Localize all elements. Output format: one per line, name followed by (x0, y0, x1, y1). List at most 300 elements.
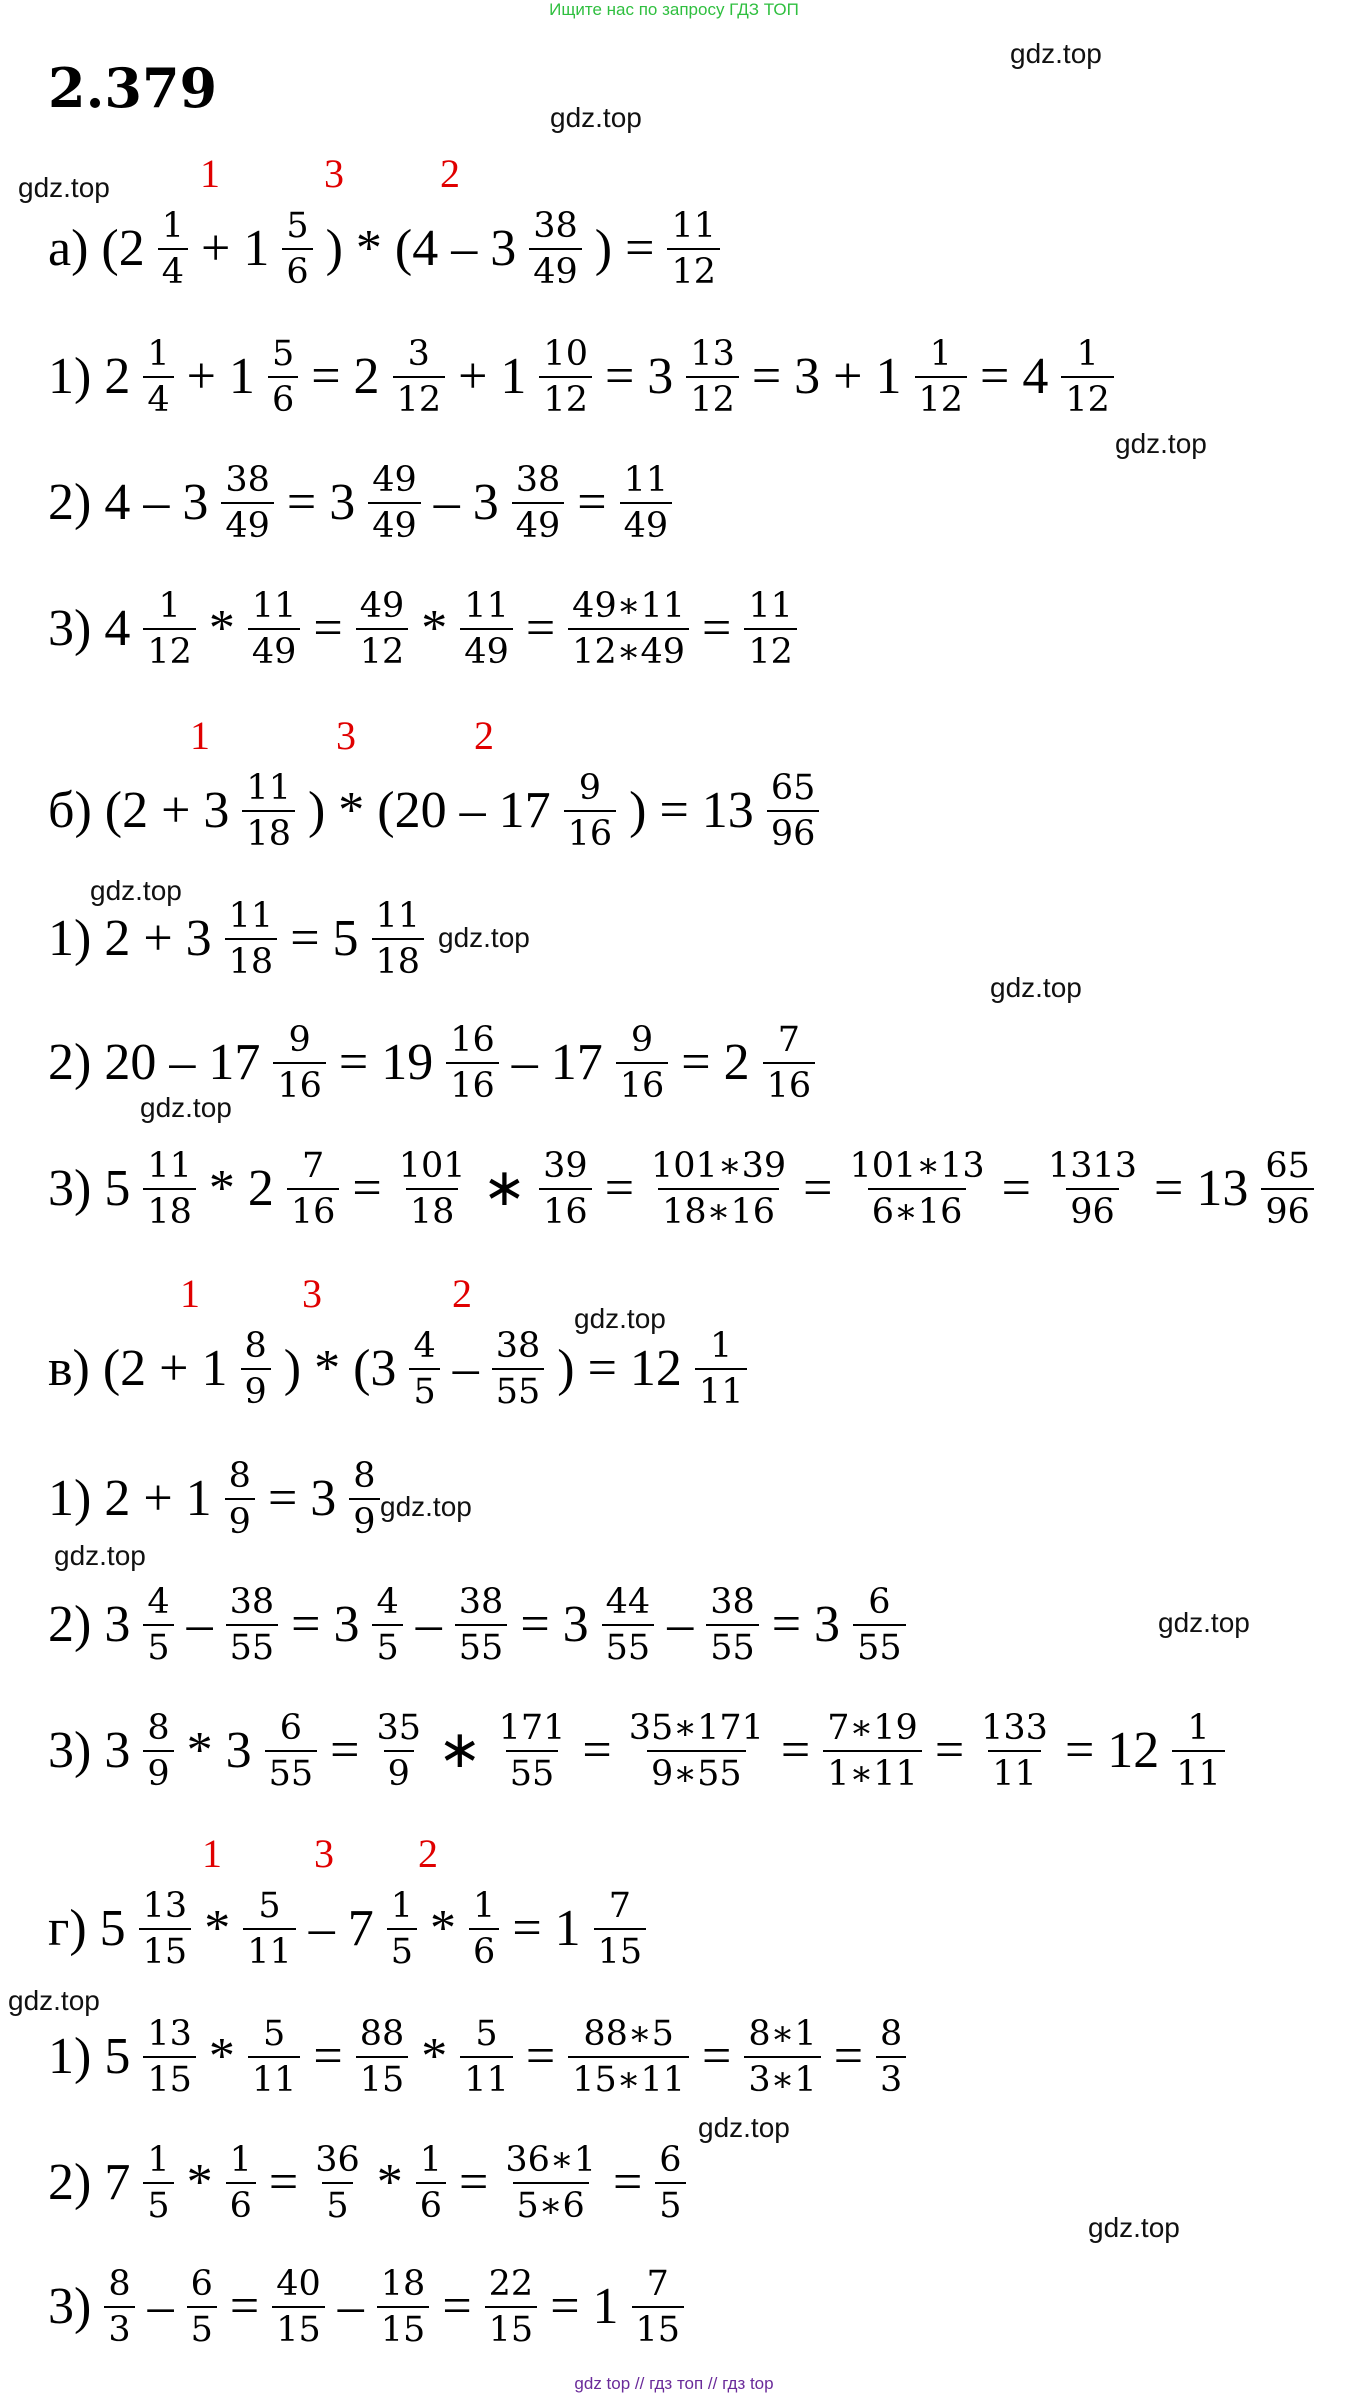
expression-text: = 3 (604, 348, 674, 406)
fraction-numerator: 36 (315, 2140, 360, 2180)
fraction-denominator: 16 (616, 1062, 669, 1106)
fraction (248, 2014, 301, 2101)
fraction-numerator: 88∗5 (583, 2014, 674, 2054)
expression-text: – (452, 1340, 479, 1398)
fraction (568, 586, 689, 673)
fraction (311, 2140, 364, 2227)
fraction-numerator: 8 (353, 1456, 376, 1496)
fraction-numerator: 7 (646, 2264, 669, 2304)
expression-text: = (612, 2154, 643, 2212)
fraction-denominator: 5 (143, 1624, 173, 1668)
fraction (1044, 1146, 1141, 1233)
expression-text: = (459, 2154, 489, 2212)
fraction (915, 334, 968, 421)
expression-text: * (204, 1900, 231, 1958)
order-mark-3: 3 (314, 1831, 334, 1876)
task-a-step-3 (48, 586, 800, 673)
fraction-numerator: 101∗13 (849, 1146, 985, 1186)
expression-text: * (208, 600, 235, 658)
expression-text: – (667, 1596, 694, 1654)
fraction (620, 460, 673, 547)
fraction-denominator: 11 (988, 1750, 1041, 1794)
fraction (143, 1708, 173, 1795)
task-g-step-2 (48, 2140, 689, 2227)
fraction-numerator: 38 (495, 1326, 541, 1366)
fraction-denominator: 15 (377, 2306, 430, 2350)
fraction-numerator: 36∗1 (505, 2140, 596, 2180)
expression-text: = 4 (980, 348, 1049, 406)
fraction-numerator: 11 (375, 896, 421, 936)
fraction-numerator: 11 (748, 586, 793, 626)
fraction-denominator: 16 (564, 810, 617, 854)
fraction-denominator: 12 (744, 628, 797, 672)
expression-text: 1) 2 + 3 (48, 910, 212, 968)
fraction (616, 1020, 669, 1107)
task-a-step-2 (48, 460, 675, 547)
fraction-numerator: 13 (142, 1886, 188, 1926)
fraction-denominator: 55 (706, 1624, 759, 1668)
fraction-denominator: 6 (226, 2182, 256, 2226)
fraction (485, 2264, 538, 2351)
fraction-numerator: 40 (276, 2264, 321, 2304)
fraction (356, 586, 409, 673)
fraction (501, 2140, 600, 2227)
fraction-numerator: 5 (475, 2014, 498, 2054)
fraction (221, 460, 274, 547)
fraction-denominator: 11 (1172, 1750, 1225, 1794)
expression-text: = (442, 2278, 472, 2336)
fraction-denominator: 15 (356, 2056, 409, 2100)
fraction-numerator: 16 (450, 1020, 495, 1060)
fraction-denominator: 9∗55 (647, 1750, 746, 1794)
fraction (539, 334, 592, 421)
expression-text: = (525, 2028, 556, 2086)
expression-text: * 2 (208, 1160, 274, 1218)
fraction-numerator: 39 (543, 1146, 588, 1186)
fraction-numerator: 101 (398, 1146, 466, 1186)
expression-text: = 13 (1154, 1160, 1249, 1218)
fraction (744, 586, 797, 673)
expression-text: = (582, 1722, 612, 1780)
watermark: gdz.top (1088, 2212, 1180, 2243)
fraction-denominator: 3 (876, 2056, 906, 2100)
fraction-numerator: 8 (147, 1708, 170, 1748)
expression-text: * (421, 600, 448, 658)
expression-text: 1) 5 (48, 2028, 131, 2086)
expression-text: = (352, 1160, 382, 1218)
fraction-denominator: 16 (539, 1188, 592, 1232)
task-a-expression (48, 206, 723, 293)
fraction (647, 1146, 790, 1233)
fraction (273, 1020, 326, 1107)
fraction-denominator: 5 (655, 2182, 685, 2226)
fraction-denominator: 12 (393, 376, 446, 420)
expression-text: = (268, 2154, 299, 2212)
fraction (455, 1582, 508, 1669)
expression-text: ) = 12 (557, 1340, 682, 1398)
fraction (744, 2014, 820, 2101)
expression-text: = 3 (286, 474, 356, 532)
expression-text: 2) 20 – 17 (48, 1034, 261, 1092)
fraction-denominator: 12 (1061, 376, 1114, 420)
order-mark-3: 3 (336, 713, 356, 758)
watermark: gdz.top (1010, 38, 1102, 69)
fraction (225, 896, 278, 983)
fraction (241, 1326, 271, 1413)
fraction-numerator: 88 (359, 2014, 405, 2054)
fraction-denominator: 6 (416, 2182, 446, 2226)
expression-text: 2) 7 (48, 2154, 131, 2212)
fraction (469, 1886, 499, 1973)
fraction-numerator: 9 (288, 1020, 311, 1060)
task-b-step-3 (48, 1146, 1317, 1233)
fraction (372, 1708, 425, 1795)
fraction (225, 1456, 255, 1543)
expression-text: ) = 13 (629, 782, 754, 840)
fraction-denominator: 55 (602, 1624, 655, 1668)
order-mark-1: 1 (180, 1271, 200, 1316)
expression-text: = (313, 600, 343, 658)
fraction-numerator: 1 (473, 1886, 496, 1926)
fraction-denominator: 6∗16 (868, 1188, 967, 1232)
fraction (625, 1708, 768, 1795)
fraction (512, 460, 565, 547)
fraction-denominator: 15 (485, 2306, 538, 2350)
fraction-denominator: 12 (667, 248, 720, 292)
fraction-numerator: 7∗19 (827, 1708, 918, 1748)
fraction (387, 1886, 417, 1973)
fraction-denominator: 5 (387, 1928, 417, 1972)
fraction-denominator: 49 (460, 628, 513, 672)
fraction-numerator: 6 (868, 1582, 891, 1622)
fraction-denominator: 16 (763, 1062, 816, 1106)
fraction-denominator: 55 (226, 1624, 279, 1668)
fraction-numerator: 133 (981, 1708, 1048, 1748)
fraction-denominator: 5 (187, 2306, 217, 2350)
watermark: gdz.top (18, 172, 110, 203)
fraction-denominator: 9 (225, 1498, 255, 1542)
expression-text: = (313, 2028, 343, 2086)
fraction-numerator: 65 (1265, 1146, 1310, 1186)
fraction (667, 206, 720, 293)
fraction-denominator: 49 (529, 248, 582, 292)
expression-text: 2) 3 (48, 1596, 131, 1654)
expression-text: ) * (4 – 3 (325, 220, 517, 278)
fraction (460, 586, 513, 673)
fraction-numerator: 1313 (1047, 1146, 1138, 1186)
fraction (143, 2014, 196, 2101)
expression-text: = (833, 2028, 864, 2086)
fraction-denominator: 9 (241, 1368, 271, 1412)
expression-text: ∗ (482, 1160, 527, 1218)
fraction-numerator: 171 (498, 1708, 566, 1748)
fraction (372, 896, 425, 983)
fraction-denominator: 12 (686, 376, 739, 420)
fraction-numerator: 1 (1076, 334, 1099, 374)
fraction-denominator: 16 (287, 1188, 340, 1232)
fraction (143, 2140, 173, 2227)
fraction-denominator: 55 (265, 1750, 318, 1794)
expression-text: б) (2 + 3 (48, 782, 230, 840)
search-hint-link[interactable]: Ищите нас по запросу ГДЗ ТОП (549, 0, 799, 19)
expression-text: = (702, 600, 732, 658)
fraction-numerator: 8∗1 (748, 2014, 817, 2054)
expression-text: – 17 (511, 1034, 603, 1092)
fraction-denominator: 55 (492, 1368, 545, 1412)
watermark: gdz.top (550, 102, 642, 133)
fraction-denominator: 18 (225, 938, 278, 982)
expression-text: – 3 (433, 474, 499, 532)
fraction-denominator: 49 (620, 502, 673, 546)
fraction-numerator: 5 (286, 206, 309, 246)
fraction-numerator: 7 (608, 1886, 632, 1926)
fraction-denominator: 96 (1066, 1188, 1119, 1232)
fraction-denominator: 96 (767, 810, 820, 854)
fraction-denominator: 12 (143, 628, 196, 672)
fraction-numerator: 3 (407, 334, 430, 374)
fraction (1061, 334, 1114, 421)
fraction-denominator: 15 (594, 1928, 647, 1972)
task-v-expression (48, 1326, 750, 1413)
fraction-denominator: 55 (853, 1624, 906, 1668)
fraction-denominator: 4 (143, 376, 173, 420)
fraction-numerator: 1 (229, 2140, 252, 2180)
watermark: gdz.top (8, 1985, 100, 2016)
watermark: gdz.top (990, 972, 1082, 1003)
fraction-numerator: 22 (488, 2264, 534, 2304)
fraction-denominator: 11 (243, 1928, 296, 1972)
fraction (1261, 1146, 1314, 1233)
order-mark-1: 1 (202, 1831, 222, 1876)
fraction-denominator: 49 (248, 628, 301, 672)
expression-text: = (604, 1160, 635, 1218)
fraction-numerator: 44 (605, 1582, 651, 1622)
fraction (492, 1326, 545, 1413)
fraction (632, 2264, 685, 2351)
fraction-denominator: 12∗49 (568, 628, 689, 672)
fraction-numerator: 9 (578, 768, 602, 808)
fraction-numerator: 49 (372, 460, 417, 500)
fraction-numerator: 18 (380, 2264, 426, 2304)
fraction-numerator: 11 (464, 586, 509, 626)
fraction-numerator: 38 (225, 460, 270, 500)
fraction-numerator: 6 (659, 2140, 682, 2180)
order-mark-2: 2 (440, 151, 460, 196)
fraction-numerator: 101∗39 (651, 1146, 787, 1186)
fraction-numerator: 8 (880, 2014, 903, 2054)
fraction-numerator: 38 (533, 206, 578, 246)
fraction-denominator: 18 (143, 1188, 196, 1232)
watermark: gdz.top (574, 1303, 666, 1334)
fraction (686, 334, 739, 421)
fraction (377, 2264, 430, 2351)
fraction-denominator: 3∗1 (744, 2056, 820, 2100)
fraction-denominator: 18 (406, 1188, 459, 1232)
fraction-numerator: 1 (158, 586, 181, 626)
task-v-step-1 (48, 1456, 383, 1543)
fraction-numerator: 1 (390, 1886, 414, 1926)
fraction (416, 2140, 446, 2227)
fraction (248, 586, 301, 673)
fraction (242, 768, 295, 855)
fraction-numerator: 35∗171 (628, 1708, 764, 1748)
fraction (529, 206, 582, 293)
expression-text: = (934, 1722, 965, 1780)
fraction-numerator: 11 (228, 896, 274, 936)
expression-text: 3) 5 (48, 1160, 131, 1218)
expression-text: 3) 3 (48, 1722, 131, 1780)
order-mark-2: 2 (418, 1831, 438, 1876)
fraction-numerator: 38 (229, 1582, 275, 1622)
fraction (143, 586, 196, 673)
fraction (356, 2014, 409, 2101)
expression-text: 3) (48, 2278, 92, 2336)
fraction-numerator: 65 (770, 768, 816, 808)
fraction (349, 1456, 379, 1543)
fraction-numerator: 7 (777, 1020, 801, 1060)
fraction-numerator: 11 (251, 586, 297, 626)
expression-text: = (330, 1722, 360, 1780)
fraction (655, 2140, 685, 2227)
fraction-denominator: 15 (632, 2306, 685, 2350)
expression-text: = 3 (771, 1596, 841, 1654)
footer-links[interactable]: gdz top // гдз топ // гдз top (574, 2374, 774, 2393)
fraction-denominator: 15∗11 (568, 2056, 689, 2100)
fraction-numerator: 38 (458, 1582, 504, 1622)
expression-text: = 19 (338, 1034, 434, 1092)
fraction-denominator: 5 (409, 1368, 439, 1412)
watermark: gdz.top (1158, 1607, 1250, 1638)
expression-text: ) = (594, 220, 655, 278)
fraction (139, 1886, 192, 1973)
fraction (767, 768, 820, 855)
expression-text: * (208, 2028, 235, 2086)
fraction-numerator: 11 (623, 460, 669, 500)
fraction-numerator: 13 (690, 334, 735, 374)
fraction-numerator: 1 (1187, 1708, 1210, 1748)
expression-text: = 2 (311, 348, 380, 406)
fraction-denominator: 18 (372, 938, 425, 982)
expression-text: = (525, 600, 556, 658)
expression-text: – 7 (308, 1900, 374, 1958)
expression-text: = (780, 1722, 811, 1780)
fraction (977, 1708, 1052, 1795)
expression-text: = (702, 2028, 732, 2086)
task-v-step-2 (48, 1582, 909, 1669)
fraction-numerator: 38 (515, 460, 561, 500)
fraction (282, 206, 312, 293)
fraction-numerator: 1 (161, 206, 184, 246)
task-g-expression (48, 1886, 649, 1973)
fraction-denominator: 55 (455, 1624, 508, 1668)
expression-text: + 1 (186, 348, 255, 406)
expression-text: – (147, 2278, 174, 2336)
fraction (539, 1146, 592, 1233)
expression-text: ∗ (438, 1722, 482, 1780)
fraction (568, 2014, 689, 2101)
watermark: gdz.top (380, 1491, 472, 1522)
fraction-denominator: 18 (242, 810, 295, 854)
task-a-step-1 (48, 334, 1117, 421)
fraction (1172, 1708, 1225, 1795)
fraction-denominator: 96 (1261, 1188, 1314, 1232)
task-b-step-2 (48, 1020, 818, 1107)
expression-text: 1) 2 + 1 (48, 1470, 212, 1528)
fraction-denominator: 55 (506, 1750, 559, 1794)
fraction-denominator: 15 (143, 2056, 196, 2100)
fraction-denominator: 49 (221, 502, 274, 546)
fraction (446, 1020, 499, 1107)
expression-text: = (803, 1160, 833, 1218)
fraction-denominator: 1∗11 (823, 1750, 922, 1794)
fraction (243, 1886, 296, 1973)
expression-text: * (421, 2028, 448, 2086)
fraction-numerator: 49 (359, 586, 405, 626)
expression-text: ) * (3 (283, 1340, 397, 1398)
expression-text: – (186, 1596, 213, 1654)
fraction-numerator: 8 (108, 2264, 131, 2304)
fraction-denominator: 12 (915, 376, 968, 420)
fraction-numerator: 13 (147, 2014, 192, 2054)
watermark: gdz.top (54, 1540, 146, 1571)
fraction-numerator: 10 (543, 334, 588, 374)
expression-text: = (1001, 1160, 1031, 1218)
fraction (876, 2014, 906, 2101)
expression-text: – (337, 2278, 364, 2336)
order-mark-1: 1 (200, 151, 220, 196)
fraction-numerator: 1 (419, 2140, 443, 2180)
fraction (495, 1708, 570, 1795)
fraction (158, 206, 188, 293)
task-b-expression (48, 768, 822, 855)
task-g-step-3 (48, 2264, 687, 2351)
watermark: gdz.top (140, 1092, 232, 1123)
fraction (226, 1582, 279, 1669)
fraction-denominator: 18∗16 (658, 1188, 779, 1232)
fraction-numerator: 6 (279, 1708, 303, 1748)
fraction (143, 334, 173, 421)
fraction-denominator: 49 (512, 502, 565, 546)
fraction-denominator: 5 (372, 1624, 402, 1668)
fraction (268, 334, 298, 421)
expression-text: = (577, 474, 607, 532)
order-mark-1: 1 (190, 713, 210, 758)
fraction-denominator: 6 (282, 248, 312, 292)
expression-text: * 3 (186, 1722, 252, 1780)
fraction-numerator: 5 (258, 1886, 281, 1926)
exercise-number: 2.379 (48, 56, 218, 120)
fraction (845, 1146, 988, 1233)
fraction-numerator: 1 (147, 334, 170, 374)
watermark: gdz.top (1115, 428, 1207, 459)
fraction-numerator: 9 (630, 1020, 654, 1060)
fraction (409, 1326, 439, 1413)
expression-text: = (229, 2278, 260, 2336)
fraction-numerator: 4 (147, 1582, 170, 1622)
expression-text: + 1 (458, 348, 527, 406)
order-mark-3: 3 (324, 151, 344, 196)
fraction-numerator: 49∗11 (572, 586, 686, 626)
fraction-denominator: 16 (273, 1062, 326, 1106)
fraction (368, 460, 421, 547)
expression-text: 2) 4 – 3 (48, 474, 209, 532)
fraction-numerator: 4 (376, 1582, 399, 1622)
task-b-step-1 (48, 896, 427, 983)
fraction (265, 1708, 318, 1795)
fraction (187, 2264, 217, 2351)
fraction-denominator: 11 (248, 2056, 301, 2100)
task-v-step-3 (48, 1708, 1228, 1795)
